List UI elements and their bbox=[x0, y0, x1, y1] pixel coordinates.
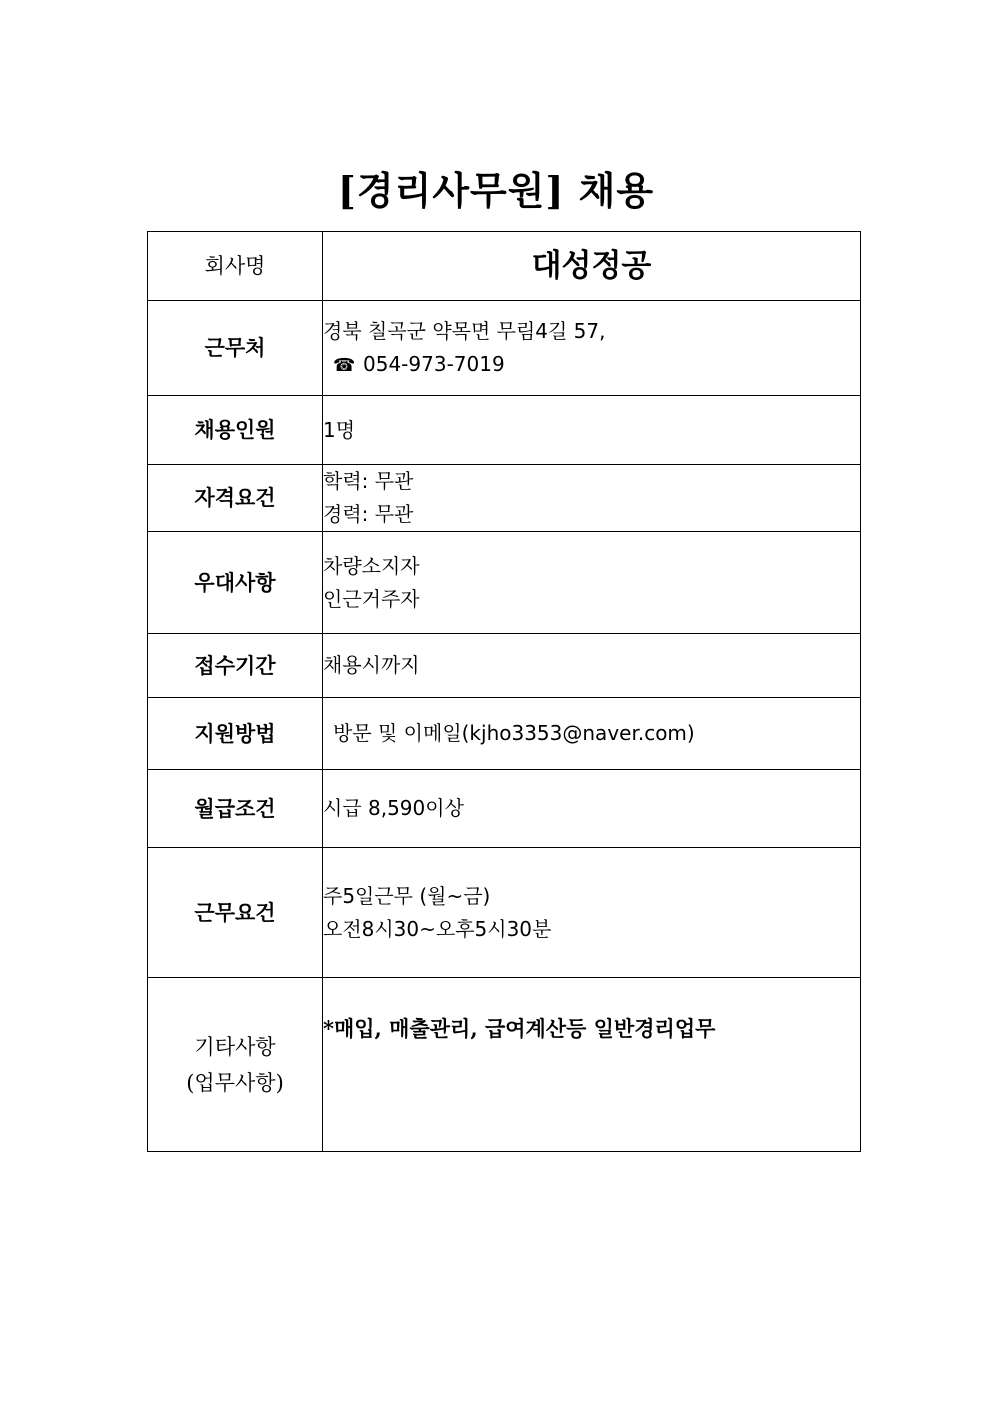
qualifications-label: 자격요건 bbox=[148, 465, 323, 532]
company-name: 대성정공 bbox=[323, 232, 861, 301]
etc-label-line1: 기타사항 bbox=[194, 1034, 276, 1059]
etc-value: *매입, 매출관리, 급여계산등 일반경리업무 bbox=[323, 978, 861, 1152]
preferences-item: 차량소지자 bbox=[323, 553, 420, 578]
company-label: 회사명 bbox=[148, 232, 323, 301]
table-row bbox=[148, 532, 861, 634]
preferences-cell bbox=[323, 532, 861, 634]
job-info-table bbox=[147, 231, 861, 1152]
table-row bbox=[148, 848, 861, 978]
salary-value: 시급 8,590이상 bbox=[323, 770, 861, 848]
apply-cell bbox=[323, 698, 861, 770]
table-row bbox=[148, 634, 861, 698]
qualifications-education: 학력: 무관 bbox=[323, 469, 414, 493]
etc-label-line2: (업무사항) bbox=[186, 1070, 284, 1095]
conditions-hours: 오전8시30~오후5시30분 bbox=[323, 916, 552, 941]
preferences-item: 인근거주자 bbox=[323, 586, 420, 611]
table-row bbox=[148, 698, 861, 770]
telephone-icon: ☎ bbox=[333, 354, 356, 376]
headcount-label: 채용인원 bbox=[148, 396, 323, 465]
conditions-cell bbox=[323, 848, 861, 978]
conditions-label: 근무요건 bbox=[148, 848, 323, 978]
qualifications-cell bbox=[323, 465, 861, 532]
workplace-phone: 054-973-7019 bbox=[363, 351, 505, 376]
table-row bbox=[148, 770, 861, 848]
qualifications-experience: 경력: 무관 bbox=[323, 502, 414, 526]
period-value: 채용시까지 bbox=[323, 634, 861, 698]
headcount-value: 1명 bbox=[323, 396, 861, 465]
table-row bbox=[148, 396, 861, 465]
page-title: [경리사무원] 채용 bbox=[337, 168, 655, 213]
table-row bbox=[148, 232, 861, 301]
table-row bbox=[148, 978, 861, 1152]
workplace-address: 경북 칠곡군 약목면 무림4길 57, bbox=[323, 318, 606, 343]
apply-value: 방문 및 이메일(kjho3353@naver.com) bbox=[333, 721, 695, 745]
apply-label: 지원방법 bbox=[148, 698, 323, 770]
table-row bbox=[148, 465, 861, 532]
etc-label bbox=[148, 978, 323, 1152]
workplace-label: 근무처 bbox=[148, 301, 323, 396]
salary-label: 월급조건 bbox=[148, 770, 323, 848]
workplace-cell bbox=[323, 301, 861, 396]
table-row bbox=[148, 301, 861, 396]
conditions-days: 주5일근무 (월~금) bbox=[323, 883, 491, 908]
period-label: 접수기간 bbox=[148, 634, 323, 698]
preferences-label: 우대사항 bbox=[148, 532, 323, 634]
workplace-phone-line bbox=[323, 348, 860, 382]
